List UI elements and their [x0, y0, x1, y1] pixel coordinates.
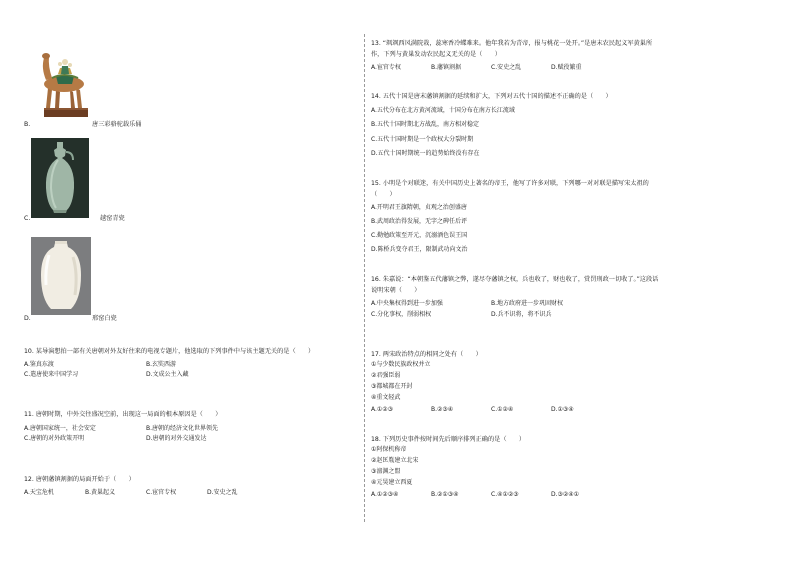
question-17-stem: 17. 两宋政治特点的相同之处有（ ）: [371, 351, 482, 358]
question-14-option-b[interactable]: B.五代十国时期北方战乱，南方相对稳定: [371, 121, 480, 128]
question-15-stem-line-1: 15. 小明是个对联迷，有关中国历史上著名的帝王，他写了许多对联，下列哪一对对联是描写宋太祖的: [371, 180, 649, 187]
question-12-stem: 12. 唐朝藩镇割据的局面开始于（ ）: [24, 476, 135, 483]
question-17-option-c[interactable]: C.①②④: [491, 406, 514, 413]
question-17-option-d[interactable]: D.①③④: [551, 406, 574, 413]
white-porcelain-jar-image: [31, 237, 91, 315]
question-12-option-a[interactable]: A.天宝危机: [24, 489, 54, 496]
question-16-option-b[interactable]: B.地方政府进一步巩固财权: [491, 300, 564, 307]
question-18-item-1: ①阿保机称帝: [371, 446, 407, 453]
question-15-option-a[interactable]: A.开明君王旗隋朝，贞观之治创盛唐: [371, 204, 467, 211]
question-14-option-a[interactable]: A.五代分布在北方黄河流域，十国分布在南方长江流域: [371, 107, 515, 114]
question-15-option-c[interactable]: C.勤勉政策至开元，沉溺酒色误王国: [371, 232, 468, 239]
question-18-item-3: ③澶渊之盟: [371, 468, 401, 475]
option-c-caption: 越窑青瓷: [100, 215, 125, 222]
option-b-letter: B.: [24, 121, 31, 128]
question-14-stem: 14. 五代十国是唐末藩镇割据的延续和扩大，下列对五代十国的描述不正确的是（ ）: [371, 93, 612, 100]
question-18-option-c[interactable]: C.④①②③: [491, 491, 519, 498]
question-14-option-d[interactable]: D.五代十国时期统一的趋势始终没有存在: [371, 150, 480, 157]
question-13-option-d[interactable]: D.赋役繁重: [551, 64, 582, 71]
question-12-option-b[interactable]: B.黄巢起义: [85, 489, 116, 496]
question-14-option-c[interactable]: C.五代十国时期是一个政权大分裂时期: [371, 136, 474, 143]
question-18-item-2: ②赵匡胤建立北宋: [371, 457, 419, 464]
column-divider: [364, 34, 365, 522]
question-17-item-3: ③都城都在开封: [371, 383, 413, 390]
question-16-option-c[interactable]: C.分化事权，削弱相权: [371, 311, 432, 318]
question-11-stem: 11. 唐朝时期，中外交往盛况空前，出现这一局面的根本原因是（ ）: [24, 411, 222, 418]
question-18-item-4: ④元昊建立西夏: [371, 479, 413, 486]
camel-figurine-image: [38, 44, 94, 120]
question-10-option-c[interactable]: C.遣唐使来中国学习: [24, 371, 79, 378]
option-c-letter: C.: [24, 215, 31, 222]
question-13-stem-line-2: 作，下列与黄巢发动农民起义无关的是（ ）: [371, 51, 501, 58]
question-10-option-b[interactable]: B.玄奘西游: [146, 361, 177, 368]
question-10-stem: 10. 某导演想拍一部有关唐朝对外友好往来的电视专题片，他选取的下列事件中与该主题无关的是（ ）: [24, 348, 315, 355]
question-12-option-d[interactable]: D.安史之乱: [207, 489, 238, 496]
question-16-option-d[interactable]: D.兵不识将，将不识兵: [491, 311, 552, 318]
question-10-option-a[interactable]: A.鉴真东渡: [24, 361, 54, 368]
question-17-option-a[interactable]: A.①②③: [371, 406, 394, 413]
option-d-caption: 邢窑白瓷: [92, 315, 117, 322]
question-13-option-b[interactable]: B.藩镇割据: [431, 64, 462, 71]
celadon-vase-image: [31, 138, 89, 218]
question-18-option-b[interactable]: B.②①③④: [431, 491, 459, 498]
question-13-stem-line-1: 13. “飒飒西风满院栽，蕊寒香冷蝶难来。他年我若为青帝，报与桃花一处开。”是唐末农民起义军黄巢所: [371, 40, 653, 47]
question-16-option-a[interactable]: A.中央集权得到进一步加强: [371, 300, 443, 307]
question-15-option-b[interactable]: B.武周政治得发展，无字之碑任后评: [371, 218, 468, 225]
question-11-option-c[interactable]: C.唐朝的对外政策开明: [24, 435, 85, 442]
option-d-letter: D.: [24, 315, 31, 322]
question-17-item-2: ②君强臣弱: [371, 372, 401, 379]
question-16-stem-line-1: 16. 朱嘉说：“本朝鉴五代藩镇之弊，遂尽夺藩镇之权，兵也收了，财也收了，赏罚刑政一切收了。”这段话: [371, 276, 659, 283]
question-12-option-c[interactable]: C.宦官专权: [146, 489, 177, 496]
question-18-option-a[interactable]: A.①②③④: [371, 491, 399, 498]
question-16-stem-line-2: 说明宋朝（ ）: [371, 287, 421, 294]
question-11-option-b[interactable]: B.唐朝的经济文化世界领先: [146, 425, 219, 432]
question-17-item-4: ④重文轻武: [371, 394, 401, 401]
option-b-caption: 唐三彩骆驼载乐俑: [92, 121, 142, 128]
question-17-option-b[interactable]: B.②③④: [431, 406, 454, 413]
question-13-option-c[interactable]: C.安史之乱: [491, 64, 522, 71]
question-15-stem-line-2: （ ）: [371, 191, 396, 198]
question-15-option-d[interactable]: D.陈桥兵变夺君王，限制武功向文治: [371, 246, 468, 253]
question-11-option-a[interactable]: A.唐朝国家统一，社会安定: [24, 425, 96, 432]
question-18-option-d[interactable]: D.③②④①: [551, 491, 580, 498]
question-11-option-d[interactable]: D.唐朝的对外交通发达: [146, 435, 207, 442]
question-17-item-1: ①与少数民族政权并立: [371, 361, 431, 368]
question-18-stem: 18. 下列历史事件按时间先后顺序排列正确的是（ ）: [371, 436, 526, 443]
question-10-option-d[interactable]: D.文成公主入藏: [146, 371, 189, 378]
question-13-option-a[interactable]: A.宦官专权: [371, 64, 401, 71]
